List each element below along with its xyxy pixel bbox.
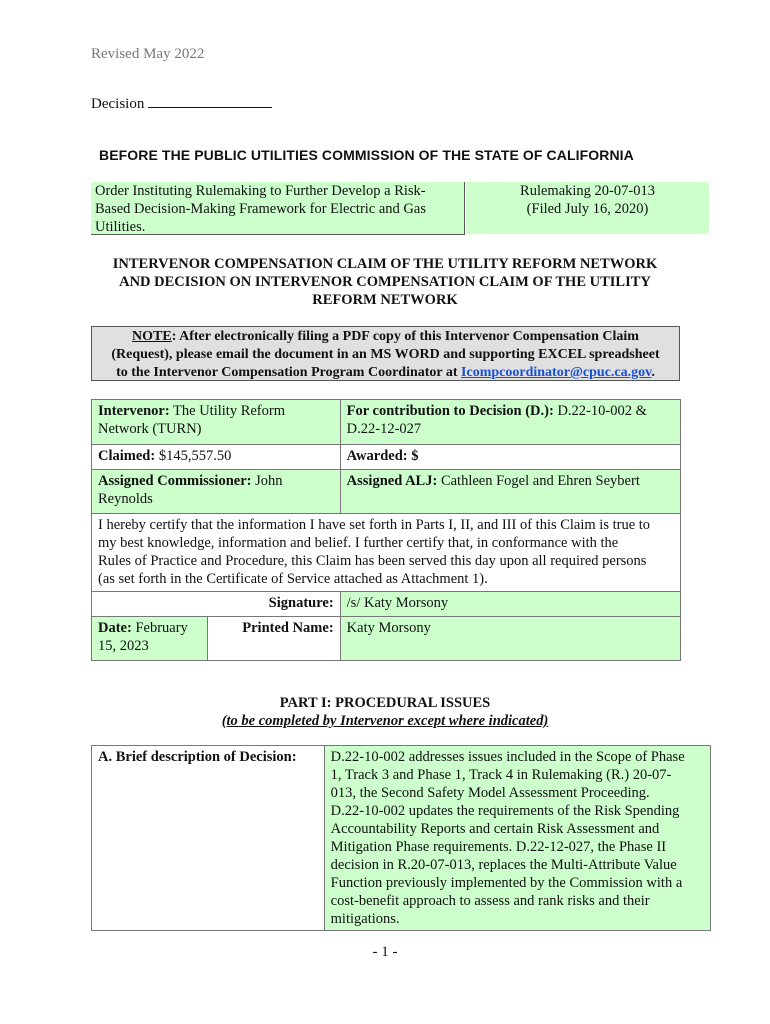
alj-label: Assigned ALJ: bbox=[346, 473, 438, 489]
brief-label-cell bbox=[92, 746, 325, 931]
claimed-cell bbox=[92, 445, 341, 470]
printed-name-label-cell bbox=[207, 617, 340, 661]
note-line: (Request), please email the document in an MS WORD and supporting EXCEL spreadsheet bbox=[111, 347, 660, 362]
commissioner-value: John bbox=[251, 473, 283, 489]
awarded-label: Awarded: $ bbox=[346, 448, 419, 464]
caption-line: Based Decision-Making Framework for Electric and Gas bbox=[95, 201, 426, 217]
intervenor-value: Network (TURN) bbox=[98, 421, 202, 437]
printed-name-value: Katy Morsony bbox=[346, 620, 431, 636]
decision-number-blank bbox=[148, 93, 272, 108]
contribution-cell bbox=[340, 400, 680, 445]
proceeding-caption bbox=[91, 182, 465, 235]
intervenor-label: Intervenor: bbox=[98, 403, 170, 419]
date-cell[interactable] bbox=[92, 617, 208, 661]
date-value: February bbox=[131, 620, 188, 636]
contribution-value: D.22-10-002 & bbox=[553, 403, 647, 419]
brief-line: D.22-10-002 addresses issues included in the Scope of Phase bbox=[330, 749, 685, 765]
claim-title-line: REFORM NETWORK bbox=[312, 292, 458, 308]
commission-heading: BEFORE THE PUBLIC UTILITIES COMMISSION OF THE STATE OF CALIFORNIA bbox=[99, 147, 634, 163]
note-box bbox=[91, 326, 680, 381]
brief-line: mitigations. bbox=[330, 911, 400, 927]
brief-line: D.22-10-002 updates the requirements of the Risk Spending bbox=[330, 803, 680, 819]
claim-title bbox=[91, 255, 679, 309]
certification-cell bbox=[92, 514, 681, 592]
brief-description-cell[interactable] bbox=[324, 746, 710, 931]
note-text: : After electronically filing a PDF copy of this Intervenor Compensation Claim bbox=[171, 329, 639, 344]
date-value: 15, 2023 bbox=[98, 638, 149, 654]
alj-cell bbox=[340, 470, 680, 514]
printed-name-label: Printed Name: bbox=[242, 620, 334, 636]
date-label: Date: bbox=[98, 620, 132, 636]
signature-label-cell bbox=[92, 592, 341, 617]
claim-title-line: AND DECISION ON INTERVENOR COMPENSATION CLAIM OF THE UTILITY bbox=[119, 274, 651, 290]
part-one-title: PART I: PROCEDURAL ISSUES bbox=[279, 695, 491, 711]
commissioner-value: Reynolds bbox=[98, 491, 153, 507]
revised-date: Revised May 2022 bbox=[91, 46, 205, 62]
note-text: to the Intervenor Compensation Program Coordinator at bbox=[116, 365, 462, 380]
note-text: . bbox=[651, 365, 655, 380]
brief-line: decision in R.20-07-013, replaces the Multi-Attribute Value bbox=[330, 857, 677, 873]
note-line bbox=[92, 364, 679, 382]
signature-label: Signature: bbox=[268, 595, 334, 611]
signature-value-cell[interactable] bbox=[340, 592, 680, 617]
commissioner-label: Assigned Commissioner: bbox=[98, 473, 252, 489]
brief-label: A. Brief description of Decision: bbox=[98, 749, 297, 765]
claim-title-line: INTERVENOR COMPENSATION CLAIM OF THE UTILITY REFORM NETWORK bbox=[112, 256, 658, 272]
alj-value: Cathleen Fogel and Ehren Seybert bbox=[437, 473, 640, 489]
claimed-label: Claimed: bbox=[98, 448, 156, 464]
certification-line: (as set forth in the Certificate of Service attached as Attachment 1). bbox=[98, 571, 488, 587]
intervenor-value: The Utility Reform bbox=[169, 403, 285, 419]
page-number: - 1 - bbox=[372, 944, 398, 960]
decision-label: Decision bbox=[91, 96, 145, 112]
intervenor-cell bbox=[92, 400, 341, 445]
rulemaking-number bbox=[466, 182, 709, 234]
contribution-label: For contribution to Decision (D.): bbox=[346, 403, 554, 419]
brief-line: 013, the Second Safety Model Assessment Proceeding. bbox=[330, 785, 650, 801]
certification-line: my best knowledge, information and belief. I further certify that, in conformance with the bbox=[98, 535, 619, 551]
coordinator-email-link[interactable]: Icompcoordinator@cpuc.ca.gov bbox=[461, 365, 652, 380]
rulemaking-line: Rulemaking 20-07-013 bbox=[520, 183, 655, 199]
contribution-value: D.22-12-027 bbox=[346, 421, 422, 437]
decision-description-table bbox=[91, 745, 711, 931]
part-one-subtitle: (to be completed by Intervenor except where indicated) bbox=[221, 713, 549, 729]
caption-line: Utilities. bbox=[95, 219, 146, 235]
part-one-heading bbox=[91, 694, 679, 730]
brief-line: Mitigation Phase requirements. D.22-12-027, the Phase II bbox=[330, 839, 667, 855]
awarded-cell bbox=[340, 445, 680, 470]
caption-line: Order Instituting Rulemaking to Further Develop a Risk- bbox=[95, 183, 426, 199]
note-label: NOTE bbox=[132, 329, 172, 344]
printed-name-value-cell[interactable] bbox=[340, 617, 680, 661]
brief-line: Accountability Reports and certain Risk Assessment and bbox=[330, 821, 660, 837]
certification-line: Rules of Practice and Procedure, this Claim has been served this day upon all required persons bbox=[98, 553, 647, 569]
signature-value: /s/ Katy Morsony bbox=[346, 595, 449, 611]
claim-info-table bbox=[91, 399, 681, 661]
commissioner-cell bbox=[92, 470, 341, 514]
note-line bbox=[92, 328, 679, 346]
brief-line: Function previously implemented by the Commission with a bbox=[330, 875, 683, 891]
certification-line: I hereby certify that the information I have set forth in Parts I, II, and III of this Claim is true to bbox=[98, 517, 651, 533]
brief-line: 1, Track 3 and Phase 1, Track 4 in Rulemaking (R.) 20-07- bbox=[330, 767, 672, 783]
decision-line bbox=[91, 93, 272, 113]
filed-date-line: (Filed July 16, 2020) bbox=[526, 201, 649, 217]
claimed-value: $145,557.50 bbox=[155, 448, 232, 464]
brief-line: cost-benefit approach to assess and rank risks and their bbox=[330, 893, 650, 909]
